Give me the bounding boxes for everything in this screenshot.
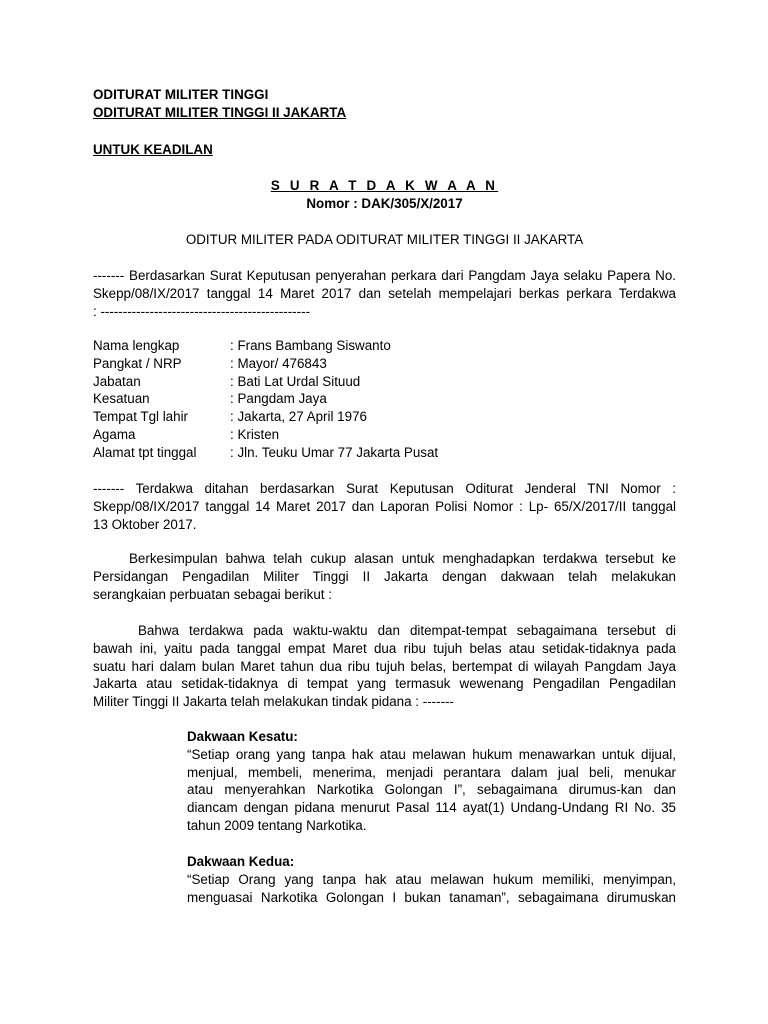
charge-2-heading: Dakwaan Kedua:	[187, 854, 295, 869]
identity-row	[93, 408, 676, 426]
conclusion-paragraph	[93, 550, 676, 603]
identity-row	[93, 373, 676, 391]
charge-1-line: diancam dengan pidana menurut Pasal 114 ayat(1) Undang-Undang RI No. 35	[187, 800, 676, 816]
document-number: Nomor : DAK/305/X/2017	[306, 195, 463, 211]
facts-line: Jakarta atau setidak-tidaknya di tempat yang termasuk wewenang Pengadilan Pengadilan	[93, 676, 676, 692]
detention-line: 13 Oktober 2017.	[93, 516, 197, 532]
charge-2-line: menguasai Narkotika Golongan I bukan tanaman”, sebagaimana dirumuskan	[187, 889, 676, 905]
identity-row	[93, 426, 676, 444]
header	[93, 86, 676, 122]
org-line-2: ODITURAT MILITER TINGGI II JAKARTA	[93, 104, 347, 120]
identity-table	[93, 337, 676, 462]
facts-paragraph	[93, 622, 676, 711]
identity-label: Alamat tpt tinggal	[93, 444, 197, 460]
identity-value: : Jakarta, 27 April 1976	[230, 409, 367, 425]
detention-line: ------- Terdakwa ditahan berdasarkan Surat Keputusan Oditurat Jenderal TNI Nomor :	[93, 481, 676, 496]
charge-1-line: atau menyerahkan Narkotika Golongan I”, sebagaimana dirumus-kan dan	[187, 782, 676, 798]
identity-value: : Bati Lat Urdal Situud	[230, 373, 361, 389]
identity-value: : Kristen	[230, 426, 280, 442]
subtitle-block	[93, 231, 676, 249]
charge-2	[187, 853, 676, 906]
identity-row	[93, 337, 676, 355]
facts-line: suatu hari dalam bulan Maret tahun dua ribu tujuh belas, bertempat di wilayah Pangdam Jaya	[93, 658, 676, 674]
identity-value: : Jln. Teuku Umar 77 Jakarta Pusat	[230, 444, 439, 460]
identity-label: Agama	[93, 426, 136, 442]
charge-2-line: “Setiap Orang yang tanpa hak atau melawan hukum memiliki, menyimpan,	[187, 871, 676, 887]
document-subtitle: ODITUR MILITER PADA ODITURAT MILITER TINGGI II JAKARTA	[185, 232, 584, 247]
charge-1-heading: Dakwaan Kesatu:	[187, 729, 298, 744]
identity-label: Pangkat / NRP	[93, 355, 182, 371]
identity-label: Nama lengkap	[93, 338, 180, 353]
intro-line: : -----------------------------------------------	[93, 303, 311, 319]
identity-value: : Mayor/ 476843	[230, 355, 327, 371]
intro-line: ------- Berdasarkan Surat Keputusan penyerahan perkara dari Pangdam Jaya selaku Papera No.	[93, 268, 676, 283]
document-title: S U R A T D A K W A A N	[270, 178, 499, 193]
charge-1-line: “Setiap orang yang tanpa hak atau melawan hukum menawarkan untuk dijual,	[187, 746, 676, 762]
conclusion-line: Persidangan Pengadilan Militer Tinggi II Jakarta dengan dakwaan telah melakukan	[93, 568, 676, 584]
detention-paragraph	[93, 480, 676, 533]
org-line-1: ODITURAT MILITER TINGGI	[93, 87, 269, 102]
identity-label: Tempat Tgl lahir	[93, 409, 189, 425]
intro-paragraph	[93, 267, 676, 320]
identity-row	[93, 355, 676, 373]
charge-1-line: tahun 2009 tentang Narkotika.	[187, 817, 367, 833]
identity-value: : Frans Bambang Siswanto	[230, 338, 391, 353]
detention-line: Skepp/08/IX/2017 tanggal 14 Maret 2017 dan Laporan Polisi Nomor : Lp- 65/X/2017/II tanggal	[93, 498, 676, 514]
identity-label: Kesatuan	[93, 391, 150, 407]
title-block	[93, 177, 676, 213]
charge-1	[187, 728, 676, 835]
identity-row	[93, 390, 676, 408]
conclusion-line: Berkesimpulan bahwa telah cukup alasan untuk menghadapkan terdakwa tersebut ke	[129, 551, 676, 566]
identity-value: : Pangdam Jaya	[230, 391, 327, 407]
facts-line: Militer Tinggi II Jakarta telah melakukan tindak pidana : -------	[93, 694, 454, 710]
intro-line: Skepp/08/IX/2017 tanggal 14 Maret 2017 dan setelah mempelajari berkas perkara Terdakwa	[93, 285, 676, 301]
for-justice: UNTUK KEADILAN	[93, 142, 213, 157]
conclusion-line: serangkaian perbuatan sebagai berikut :	[93, 586, 332, 602]
facts-line: bawah ini, yaitu pada tanggal empat Maret dua ribu tujuh belas atau setidak-tidaknya pada	[93, 640, 676, 656]
for-justice-block	[93, 141, 676, 159]
charge-1-line: menjual, membeli, menerima, menjadi perantara dalam jual beli, menukar	[187, 764, 676, 780]
facts-line: Bahwa terdakwa pada waktu-waktu dan ditempat-tempat sebagaimana tersebut di	[138, 623, 676, 638]
identity-row	[93, 444, 676, 462]
identity-label: Jabatan	[93, 373, 141, 389]
